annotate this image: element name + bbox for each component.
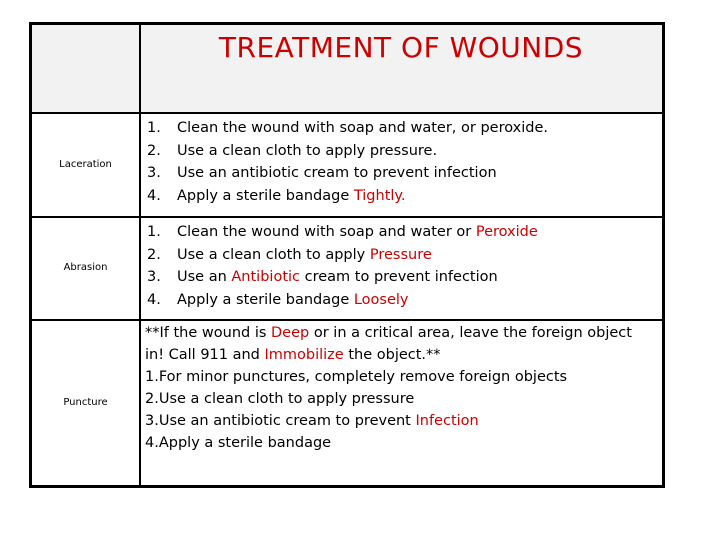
wound-type-label: Abrasion	[32, 216, 141, 319]
instruction-line: 2.Use a clean cloth to apply pressure	[145, 391, 415, 407]
step-item: 1. Clean the wound with soap and water or Peroxide	[147, 224, 538, 240]
step-item: 3. Use an Antibiotic cream to prevent infection	[147, 269, 498, 285]
highlight-word: Peroxide	[475, 224, 538, 240]
instruction-line: 1.For minor punctures, completely remove foreign objects	[145, 369, 568, 385]
step-item: 4. Apply a sterile bandage Loosely	[147, 291, 409, 308]
row-puncture	[32, 319, 662, 485]
step-item: 1. Clean the wound with soap and water, or peroxide.	[147, 120, 548, 136]
instruction-line: 3.Use an antibiotic cream to prevent Infection	[145, 413, 479, 429]
highlight-word: Loosely	[353, 291, 409, 308]
row-abrasion	[32, 216, 662, 321]
title-row	[32, 25, 662, 114]
row-laceration	[32, 112, 662, 218]
step-item: 4. Apply a sterile bandage Tightly.	[147, 187, 406, 204]
instruction-line: **If the wound is Deep or in a critical area, leave the foreign object	[145, 325, 632, 341]
title-blank-cell	[32, 25, 141, 112]
page-title: TREATMENT OF WOUNDS	[218, 31, 584, 64]
highlight-word: Pressure	[369, 246, 432, 263]
treatment-cell	[141, 319, 662, 485]
instruction-line: in! Call 911 and Immobilize the object.**	[145, 347, 441, 363]
highlight-word: Deep	[271, 325, 310, 341]
treatment-cell	[141, 112, 662, 216]
highlight-word: Immobilize	[264, 347, 344, 363]
wound-treatment-table	[29, 22, 665, 488]
step-item: 2. Use a clean cloth to apply pressure.	[147, 142, 438, 159]
step-item: 3. Use an antibiotic cream to prevent infection	[147, 165, 497, 181]
highlight-word: Infection	[415, 413, 479, 429]
treatment-cell	[141, 216, 662, 319]
treatment-steps	[147, 221, 538, 311]
highlight-word: Antibiotic	[231, 269, 301, 285]
wound-type-label: Laceration	[32, 112, 141, 216]
wound-type-label: Puncture	[32, 319, 141, 485]
instruction-line: 4.Apply a sterile bandage	[145, 435, 332, 451]
step-item: 2. Use a clean cloth to apply Pressure	[147, 246, 432, 263]
highlight-word: Tightly.	[353, 187, 406, 204]
puncture-instructions	[145, 322, 654, 454]
treatment-steps	[147, 117, 548, 207]
